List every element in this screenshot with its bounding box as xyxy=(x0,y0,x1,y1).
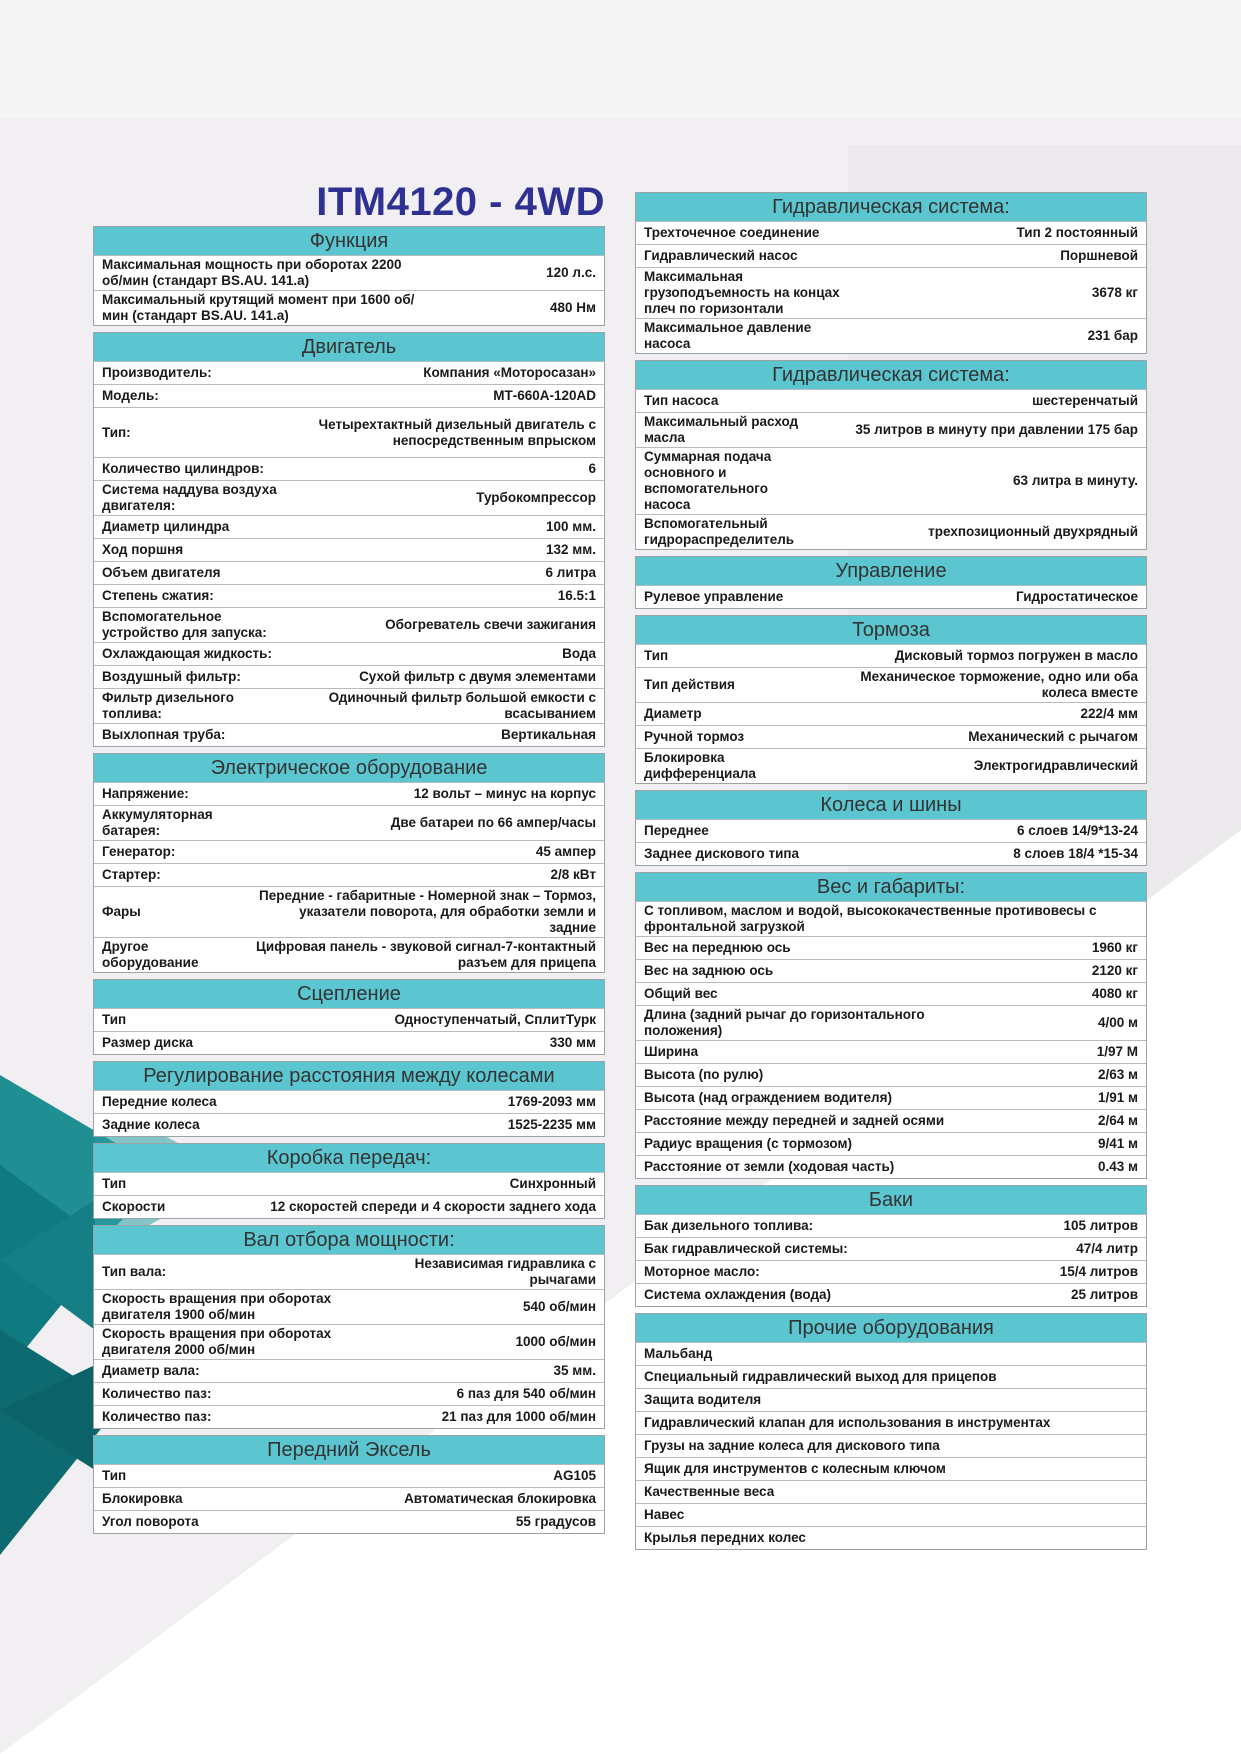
spec-row xyxy=(636,1214,1146,1237)
spec-value: 6 xyxy=(588,461,596,476)
spec-label: Бак дизельного топлива: xyxy=(644,1218,814,1233)
spec-value: 120 л.с. xyxy=(546,265,596,280)
spec-label: Вес на переднюю ось xyxy=(644,940,791,955)
spec-label: Гидравлический насос xyxy=(644,248,798,263)
spec-row xyxy=(94,805,604,840)
spec-row xyxy=(94,1008,604,1031)
spec-label: Система наддува воздуха двигателя: xyxy=(102,482,277,513)
spec-value: 100 мм. xyxy=(546,519,596,534)
spec-value: 6 литра xyxy=(545,565,596,580)
spec-row xyxy=(636,1526,1146,1549)
spec-row xyxy=(94,863,604,886)
spec-row xyxy=(636,1283,1146,1306)
spec-label: Крылья передних колес xyxy=(644,1530,806,1545)
spec-label: Навес xyxy=(644,1507,685,1522)
spec-value: 55 градусов xyxy=(515,1514,596,1529)
spec-row xyxy=(94,1090,604,1113)
spec-label: Гидравлический клапан для использования в инструментах xyxy=(644,1415,1051,1430)
spec-label: Грузы на задние колеса для дискового типа xyxy=(644,1438,940,1453)
spec-label: Максимальный расход масла xyxy=(644,414,799,445)
spec-label: Высота (по рулю) xyxy=(644,1067,764,1082)
spec-value: 25 литров xyxy=(1070,1287,1138,1302)
spec-label: Количество паз: xyxy=(102,1386,212,1401)
spec-row xyxy=(94,1289,604,1324)
spec-value: Поршневой xyxy=(1060,248,1138,263)
spec-section xyxy=(93,1435,605,1534)
spec-label: Скорость вращения при оборотах двигателя 2000 об/мин xyxy=(102,1326,332,1357)
spec-label: Вспомогательное устройство для запуска: xyxy=(102,609,267,640)
spec-label: Тип xyxy=(102,1468,127,1483)
spec-row xyxy=(636,318,1146,353)
spec-label: Выхлопная труба: xyxy=(102,727,226,742)
spec-label: Радиус вращения (с тормозом) xyxy=(644,1136,852,1151)
spec-value: 1960 кг xyxy=(1091,940,1138,955)
spec-row xyxy=(636,1109,1146,1132)
spec-row xyxy=(636,1040,1146,1063)
spec-row xyxy=(94,290,604,325)
spec-value: Одноступенчатый, СплитТурк xyxy=(394,1012,596,1027)
spec-row xyxy=(94,642,604,665)
spec-section xyxy=(93,226,605,326)
spec-section xyxy=(93,1061,605,1137)
spec-value: 1/97 М xyxy=(1096,1044,1138,1059)
spec-label: Заднее дискового типа xyxy=(644,846,800,861)
spec-label: Диаметр вала: xyxy=(102,1363,200,1378)
spec-label: Бак гидравлической системы: xyxy=(644,1241,848,1256)
spec-row xyxy=(636,447,1146,514)
spec-label: Аккумуляторная батарея: xyxy=(102,807,213,838)
spec-value: Независимая гидравлика с рычагами xyxy=(414,1256,596,1287)
spec-row xyxy=(94,538,604,561)
spec-row xyxy=(636,1457,1146,1480)
spec-label: Система охлаждения (вода) xyxy=(644,1287,832,1302)
spec-value: 231 бар xyxy=(1087,328,1138,343)
spec-row xyxy=(636,585,1146,608)
spec-label: Трехточечное соединение xyxy=(644,225,820,240)
spec-label: Тип xyxy=(102,1012,127,1027)
spec-value: 1/91 м xyxy=(1097,1090,1138,1105)
spec-label: Рулевое управление xyxy=(644,589,784,604)
spec-value: 1000 об/мин xyxy=(515,1334,596,1349)
spec-row xyxy=(636,1260,1146,1283)
spec-section xyxy=(635,790,1147,866)
spec-row xyxy=(636,267,1146,318)
section-header: Тормоза xyxy=(636,616,1146,644)
spec-row xyxy=(636,819,1146,842)
spec-value: 45 ампер xyxy=(535,844,596,859)
spec-label: С топливом, маслом и водой, высококачественные противовесы с фронтальной загрузкой xyxy=(644,903,1097,934)
spec-value: 63 литра в минуту. xyxy=(1013,473,1138,488)
spec-value: 9/41 м xyxy=(1097,1136,1138,1151)
spec-value: Вода xyxy=(562,646,596,661)
spec-label: Специальный гидравлический выход для прицепов xyxy=(644,1369,997,1384)
spec-value: Четырехтактный дизельный двигатель с непосредственным впрыском xyxy=(318,416,596,448)
spec-label: Напряжение: xyxy=(102,786,189,801)
spec-label: Ход поршня xyxy=(102,542,184,557)
spec-label: Диаметр xyxy=(644,706,702,721)
spec-label: Моторное масло: xyxy=(644,1264,760,1279)
spec-row xyxy=(636,748,1146,783)
spec-section xyxy=(635,1313,1147,1550)
spec-row xyxy=(94,1031,604,1054)
spec-row xyxy=(636,644,1146,667)
spec-label: Фильтр дизельного топлива: xyxy=(102,690,234,721)
spec-label: Максимальный крутящий момент при 1600 об/мин (стандарт BS.AU. 141.a) xyxy=(102,292,415,323)
spec-row xyxy=(94,480,604,515)
spec-value: 540 об/мин xyxy=(522,1299,596,1314)
spec-row xyxy=(94,1113,604,1136)
spec-row xyxy=(636,702,1146,725)
spec-value: 4080 кг xyxy=(1091,986,1138,1001)
section-header: Функция xyxy=(94,227,604,255)
spec-row xyxy=(636,1063,1146,1086)
spec-value: 4/00 м xyxy=(1097,1015,1138,1030)
spec-value: 2/63 м xyxy=(1097,1067,1138,1082)
spec-value: 132 мм. xyxy=(546,542,596,557)
spec-row xyxy=(94,1382,604,1405)
spec-row xyxy=(94,1195,604,1218)
spec-row xyxy=(94,665,604,688)
spec-row xyxy=(94,840,604,863)
section-header: Электрическое оборудование xyxy=(94,754,604,782)
spec-label: Суммарная подача основного и вспомогательного насоса xyxy=(644,449,772,512)
spec-label: Тип: xyxy=(102,424,131,440)
spec-label: Тип насоса xyxy=(644,393,719,408)
spec-label: Расстояние между передней и задней осями xyxy=(644,1113,945,1128)
spec-label: Скорости xyxy=(102,1199,166,1214)
spec-row xyxy=(636,389,1146,412)
spec-value: Передние - габаритные - Номерной знак – Тормоз, указатели поворота, для обработки земли и задние xyxy=(258,888,596,935)
spec-value: 480 Нм xyxy=(549,300,596,315)
spec-row xyxy=(636,514,1146,549)
spec-row xyxy=(94,723,604,746)
spec-value: Дисковый тормоз погружен в масло xyxy=(894,648,1138,663)
right-column xyxy=(635,192,1147,1556)
spec-row xyxy=(636,842,1146,865)
section-header: Гидравлическая система: xyxy=(636,193,1146,221)
spec-row xyxy=(636,1342,1146,1365)
section-header: Сцепление xyxy=(94,980,604,1008)
section-header: Регулирование расстояния между колесами xyxy=(94,1062,604,1090)
spec-row xyxy=(94,561,604,584)
section-header: Баки xyxy=(636,1186,1146,1214)
spec-label: Задние колеса xyxy=(102,1117,200,1132)
section-header: Двигатель xyxy=(94,333,604,361)
spec-label: Вес на заднюю ось xyxy=(644,963,774,978)
spec-value: 6 слоев 14/9*13-24 xyxy=(1016,823,1138,838)
spec-row xyxy=(636,244,1146,267)
spec-row xyxy=(636,1411,1146,1434)
spec-value: Механический с рычагом xyxy=(968,729,1138,744)
spec-value: 105 литров xyxy=(1063,1218,1138,1233)
spec-row xyxy=(94,384,604,407)
section-header: Управление xyxy=(636,557,1146,585)
spec-row xyxy=(636,1365,1146,1388)
spec-label: Модель: xyxy=(102,388,159,403)
spec-value: 16.5:1 xyxy=(557,588,596,603)
spec-label: Максимальная грузоподъемность на концах плеч по горизонтали xyxy=(644,269,840,316)
spec-value: AG105 xyxy=(553,1468,596,1483)
spec-label: Тип действия xyxy=(644,677,735,692)
section-header: Прочие оборудования xyxy=(636,1314,1146,1342)
spec-row xyxy=(94,1254,604,1289)
spec-row xyxy=(94,782,604,805)
spec-value: Одиночный фильтр большой емкости с всасыванием xyxy=(328,690,596,721)
spec-label: Тип вала: xyxy=(102,1264,167,1279)
spec-value: 12 вольт – минус на корпус xyxy=(413,786,596,801)
spec-value: трехпозиционный двухрядный xyxy=(928,524,1138,539)
spec-row xyxy=(636,1132,1146,1155)
spec-label: Диаметр цилиндра xyxy=(102,519,230,534)
spec-value: Сухой фильтр с двумя элементами xyxy=(359,669,596,684)
spec-label: Объем двигателя xyxy=(102,565,221,580)
spec-row xyxy=(94,1464,604,1487)
spec-row xyxy=(636,901,1146,936)
spec-label: Тип xyxy=(644,648,669,663)
spec-value: 1525-2235 мм xyxy=(507,1117,596,1132)
spec-label: Вспомогательный гидрораспределитель xyxy=(644,516,795,547)
spec-section xyxy=(635,872,1147,1179)
spec-value: 1769-2093 мм xyxy=(507,1094,596,1109)
section-header: Гидравлическая система: xyxy=(636,361,1146,389)
spec-label: Максимальная мощность при оборотах 2200 об/мин (стандарт BS.AU. 141.a) xyxy=(102,257,402,288)
spec-value: МТ-660А-120AD xyxy=(493,388,596,403)
spec-label: Производитель: xyxy=(102,365,212,380)
spec-value: Тип 2 постоянный xyxy=(1016,225,1138,240)
spec-section xyxy=(635,192,1147,354)
spec-value: Электрогидравлический xyxy=(973,758,1138,773)
spec-value: 222/4 мм xyxy=(1080,706,1138,721)
spec-row xyxy=(94,1487,604,1510)
spec-row xyxy=(636,1434,1146,1457)
spec-value: 2/64 м xyxy=(1097,1113,1138,1128)
spec-label: Защита водителя xyxy=(644,1392,762,1407)
spec-section xyxy=(635,360,1147,550)
spec-label: Высота (над ограждением водителя) xyxy=(644,1090,892,1105)
spec-value: Компания «Моторосазан» xyxy=(423,365,596,380)
spec-row xyxy=(636,1503,1146,1526)
spec-value: 35 мм. xyxy=(553,1363,596,1378)
spec-section xyxy=(635,615,1147,784)
spec-value: 2120 кг xyxy=(1091,963,1138,978)
spec-value: 330 мм xyxy=(549,1035,596,1050)
spec-label: Качественные веса xyxy=(644,1484,775,1499)
spec-label: Ящик для инструментов с колесным ключом xyxy=(644,1461,946,1476)
spec-label: Фары xyxy=(102,904,141,919)
spec-label: Генератор: xyxy=(102,844,176,859)
spec-value: шестеренчатый xyxy=(1032,393,1138,408)
spec-row xyxy=(94,886,604,937)
spec-section xyxy=(635,1185,1147,1307)
spec-label: Угол поворота xyxy=(102,1514,199,1529)
spec-section xyxy=(93,1225,605,1429)
spec-section xyxy=(93,332,605,747)
spec-row xyxy=(94,584,604,607)
spec-row xyxy=(636,221,1146,244)
spec-label: Охлаждающая жидкость: xyxy=(102,646,272,661)
spec-section xyxy=(93,1143,605,1219)
spec-label: Ручной тормоз xyxy=(644,729,745,744)
spec-label: Максимальное давление насоса xyxy=(644,320,812,351)
spec-row xyxy=(636,1155,1146,1178)
spec-label: Тип xyxy=(102,1176,127,1191)
spec-value: Вертикальная xyxy=(501,727,596,742)
spec-value: Автоматическая блокировка xyxy=(404,1491,596,1506)
spec-row xyxy=(636,1005,1146,1040)
spec-label: Общий вес xyxy=(644,986,718,1001)
spec-value: Гидростатическое xyxy=(1015,589,1138,604)
spec-row xyxy=(636,936,1146,959)
spec-row xyxy=(94,607,604,642)
spec-label: Блокировка дифференциала xyxy=(644,750,756,781)
spec-value: Турбокомпрессор xyxy=(476,490,596,505)
spec-value: 0.43 м xyxy=(1097,1159,1138,1174)
spec-label: Передние колеса xyxy=(102,1094,217,1109)
spec-label: Расстояние от земли (ходовая часть) xyxy=(644,1159,895,1174)
section-header: Колеса и шины xyxy=(636,791,1146,819)
spec-label: Другое оборудование xyxy=(102,939,199,970)
spec-label: Скорость вращения при оборотах двигателя 1900 об/мин xyxy=(102,1291,332,1322)
spec-row xyxy=(94,937,604,972)
spec-row xyxy=(636,1480,1146,1503)
spec-label: Степень сжатия: xyxy=(102,588,214,603)
spec-value: Обогреватель свечи зажигания xyxy=(385,617,596,632)
spec-row xyxy=(636,412,1146,447)
spec-label: Переднее xyxy=(644,823,709,838)
spec-value: 12 скоростей спереди и 4 скорости заднего хода xyxy=(270,1199,596,1214)
left-column xyxy=(93,180,605,1540)
spec-value: Две батареи по 66 ампер/часы xyxy=(390,815,596,830)
section-header: Вес и габариты: xyxy=(636,873,1146,901)
spec-label: Стартер: xyxy=(102,867,161,882)
spec-row xyxy=(636,959,1146,982)
section-header: Вал отбора мощности: xyxy=(94,1226,604,1254)
spec-section xyxy=(93,753,605,973)
spec-row xyxy=(636,667,1146,702)
spec-row xyxy=(636,725,1146,748)
spec-row xyxy=(636,982,1146,1005)
spec-value: 15/4 литров xyxy=(1059,1264,1138,1279)
spec-value: 3678 кг xyxy=(1091,285,1138,300)
spec-row xyxy=(94,688,604,723)
spec-value: 6 паз для 540 об/мин xyxy=(456,1386,596,1401)
spec-value: Цифровая панель - звуковой сигнал-7-контактный разъем для прицепа xyxy=(256,939,596,970)
spec-row xyxy=(94,515,604,538)
spec-row xyxy=(94,1324,604,1359)
spec-label: Воздушный фильтр: xyxy=(102,669,241,684)
spec-row xyxy=(94,255,604,290)
page-title: ITM4120 - 4WD xyxy=(316,180,605,224)
spec-row xyxy=(94,1510,604,1533)
spec-value: 8 слоев 18/4 *15-34 xyxy=(1013,846,1138,861)
section-header: Коробка передач: xyxy=(94,1144,604,1172)
spec-value: Механическое торможение, одно или оба колеса вместе xyxy=(860,669,1138,700)
spec-section xyxy=(93,979,605,1055)
spec-section xyxy=(635,556,1147,609)
spec-row xyxy=(636,1237,1146,1260)
spec-row xyxy=(636,1086,1146,1109)
spec-label: Количество цилиндров: xyxy=(102,461,264,476)
spec-value: 35 литров в минуту при давлении 175 бар xyxy=(855,422,1138,437)
spec-label: Количество паз: xyxy=(102,1409,212,1424)
spec-value: 47/4 литр xyxy=(1076,1241,1138,1256)
section-header: Передний Эксель xyxy=(94,1436,604,1464)
spec-label: Ширина xyxy=(644,1044,699,1059)
spec-label: Блокировка xyxy=(102,1491,183,1506)
spec-row xyxy=(636,1388,1146,1411)
spec-row xyxy=(94,361,604,384)
spec-value: Синхронный xyxy=(509,1176,596,1191)
spec-row xyxy=(94,1172,604,1195)
spec-row xyxy=(94,457,604,480)
spec-value: 2/8 кВт xyxy=(550,867,596,882)
spec-label: Мальбанд xyxy=(644,1346,713,1361)
spec-row xyxy=(94,1359,604,1382)
spec-value: 21 паз для 1000 об/мин xyxy=(441,1409,596,1424)
spec-row xyxy=(94,1405,604,1428)
spec-label: Размер диска xyxy=(102,1035,194,1050)
spec-row xyxy=(94,407,604,457)
spec-label: Длина (задний рычаг до горизонтального положения) xyxy=(644,1007,925,1038)
